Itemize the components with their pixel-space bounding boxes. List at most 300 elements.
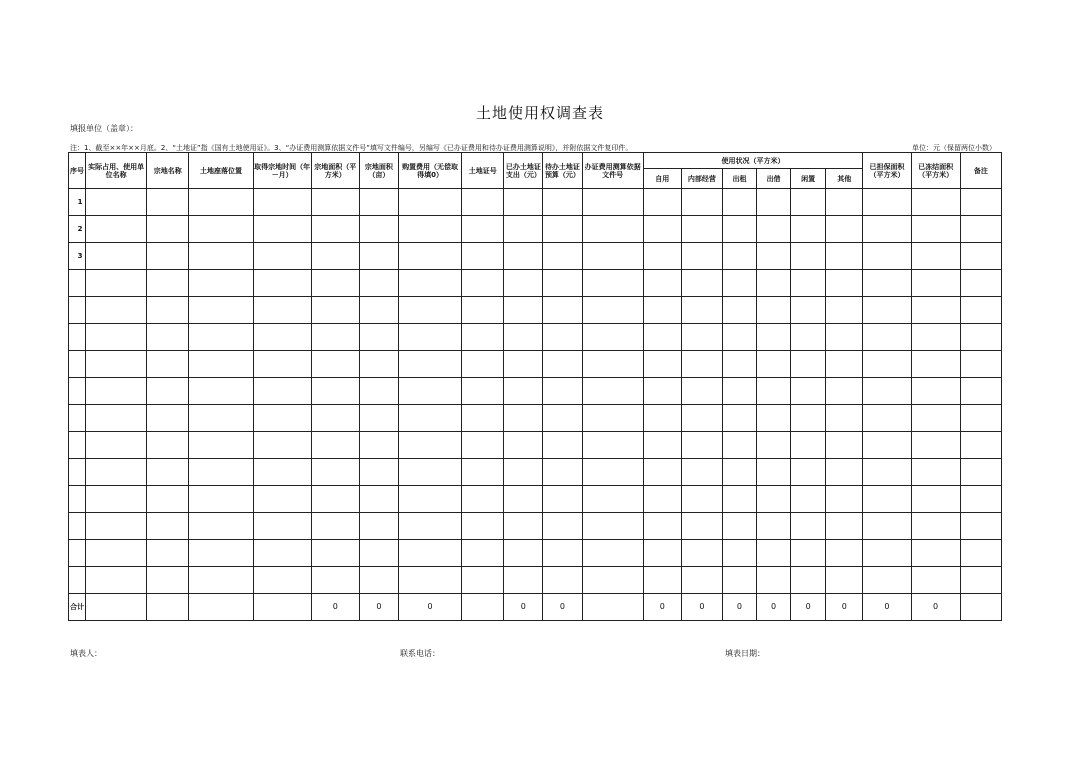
table-cell[interactable] [722,216,756,243]
table-cell[interactable] [582,405,643,432]
table-cell[interactable] [462,189,504,216]
table-cell[interactable] [863,270,911,297]
table-cell[interactable] [147,405,189,432]
table-cell[interactable] [253,432,311,459]
table-cell[interactable] [189,189,253,216]
table-cell[interactable] [911,243,960,270]
table-cell[interactable] [960,351,1001,378]
table-cell[interactable] [863,243,911,270]
table-cell[interactable] [189,540,253,567]
table-cell[interactable] [960,297,1001,324]
total-pending-cert[interactable]: 0 [543,594,582,621]
table-cell[interactable] [147,432,189,459]
table-cell[interactable] [911,378,960,405]
table-cell[interactable] [543,270,582,297]
table-cell[interactable] [863,567,911,594]
table-cell[interactable] [253,378,311,405]
table-cell[interactable] [960,189,1001,216]
table-cell[interactable] [643,513,681,540]
table-cell[interactable] [189,324,253,351]
table-cell[interactable] [543,459,582,486]
table-cell[interactable] [643,189,681,216]
table-cell[interactable] [911,459,960,486]
table-cell[interactable] [911,432,960,459]
table-cell[interactable] [826,567,863,594]
table-cell[interactable] [253,351,311,378]
table-cell[interactable] [86,351,147,378]
table-cell[interactable] [359,324,398,351]
table-cell[interactable] [504,189,543,216]
table-cell[interactable] [826,513,863,540]
table-cell[interactable] [504,540,543,567]
table-cell[interactable] [189,378,253,405]
table-cell[interactable] [504,216,543,243]
table-cell[interactable] [462,378,504,405]
table-cell[interactable] [722,405,756,432]
table-cell[interactable] [643,486,681,513]
total-usage-lend[interactable]: 0 [757,594,791,621]
table-cell[interactable] [462,567,504,594]
table-cell[interactable] [960,513,1001,540]
table-cell[interactable] [311,243,359,270]
table-cell[interactable] [643,243,681,270]
table-cell[interactable] [147,243,189,270]
table-cell[interactable] [722,270,756,297]
table-cell[interactable] [253,324,311,351]
table-cell[interactable] [253,513,311,540]
table-cell[interactable] [189,270,253,297]
table-cell[interactable] [311,486,359,513]
table-cell[interactable] [960,270,1001,297]
table-cell[interactable] [86,270,147,297]
table-cell[interactable] [722,324,756,351]
table-cell[interactable] [681,216,722,243]
total-cell[interactable] [189,594,253,621]
table-cell[interactable] [147,378,189,405]
table-cell[interactable] [398,378,461,405]
table-cell[interactable] [462,540,504,567]
table-cell[interactable] [398,243,461,270]
table-cell[interactable] [311,405,359,432]
table-cell[interactable] [504,297,543,324]
table-cell[interactable] [543,243,582,270]
table-cell[interactable] [757,189,791,216]
table-cell[interactable] [359,486,398,513]
table-cell[interactable] [147,486,189,513]
table-cell[interactable] [504,486,543,513]
table-cell[interactable] [462,432,504,459]
table-cell[interactable] [504,432,543,459]
table-cell[interactable] [359,243,398,270]
table-cell[interactable] [757,459,791,486]
table-cell[interactable] [722,513,756,540]
table-cell[interactable] [582,216,643,243]
table-cell[interactable] [189,486,253,513]
table-cell[interactable] [398,351,461,378]
table-cell[interactable] [757,270,791,297]
table-cell[interactable] [582,378,643,405]
table-cell[interactable] [359,297,398,324]
table-cell[interactable] [791,432,826,459]
total-cell[interactable] [462,594,504,621]
table-cell[interactable] [681,540,722,567]
table-cell[interactable] [543,405,582,432]
table-cell[interactable] [681,378,722,405]
table-cell[interactable] [791,459,826,486]
table-cell[interactable] [722,243,756,270]
table-cell[interactable] [398,486,461,513]
total-area-sqm[interactable]: 0 [311,594,359,621]
table-cell[interactable] [582,432,643,459]
table-cell[interactable] [398,270,461,297]
table-cell[interactable] [757,324,791,351]
table-cell[interactable] [960,432,1001,459]
table-cell[interactable] [911,189,960,216]
table-cell[interactable] [757,216,791,243]
table-cell[interactable] [681,459,722,486]
total-frozen[interactable]: 0 [911,594,960,621]
table-cell[interactable] [863,459,911,486]
table-cell[interactable] [398,216,461,243]
table-cell[interactable] [791,405,826,432]
table-cell[interactable] [359,270,398,297]
table-cell[interactable] [359,351,398,378]
table-cell[interactable] [863,405,911,432]
table-cell[interactable] [311,540,359,567]
table-cell[interactable] [86,405,147,432]
table-cell[interactable] [504,567,543,594]
table-cell[interactable] [189,432,253,459]
table-cell[interactable] [359,513,398,540]
table-cell[interactable] [311,216,359,243]
total-cell[interactable] [582,594,643,621]
table-cell[interactable] [863,189,911,216]
table-cell[interactable] [911,324,960,351]
table-cell[interactable] [582,243,643,270]
table-cell[interactable] [582,297,643,324]
table-cell[interactable] [826,189,863,216]
table-cell[interactable] [643,297,681,324]
table-cell[interactable] [960,243,1001,270]
table-cell[interactable] [681,513,722,540]
table-cell[interactable] [911,405,960,432]
table-cell[interactable] [960,324,1001,351]
table-cell[interactable] [681,432,722,459]
table-cell[interactable] [826,270,863,297]
table-cell[interactable] [311,513,359,540]
table-cell[interactable] [86,540,147,567]
table-cell[interactable] [757,432,791,459]
table-cell[interactable] [311,378,359,405]
table-cell[interactable] [791,351,826,378]
table-cell[interactable] [86,459,147,486]
table-cell[interactable] [359,189,398,216]
table-cell[interactable] [311,351,359,378]
table-cell[interactable] [791,513,826,540]
table-cell[interactable] [826,540,863,567]
table-cell[interactable] [863,351,911,378]
table-cell[interactable] [147,324,189,351]
table-cell[interactable] [543,324,582,351]
table-cell[interactable] [863,378,911,405]
table-cell[interactable] [911,486,960,513]
table-cell[interactable] [960,405,1001,432]
table-cell[interactable] [582,189,643,216]
table-cell[interactable] [311,189,359,216]
total-paid-cert[interactable]: 0 [504,594,543,621]
table-cell[interactable] [504,405,543,432]
table-cell[interactable] [253,243,311,270]
total-usage-internal[interactable]: 0 [681,594,722,621]
table-cell[interactable] [643,459,681,486]
table-cell[interactable] [253,540,311,567]
table-cell[interactable] [189,216,253,243]
table-cell[interactable] [757,540,791,567]
table-cell[interactable] [543,513,582,540]
table-cell[interactable] [643,567,681,594]
table-cell[interactable] [960,378,1001,405]
table-cell[interactable] [147,297,189,324]
table-cell[interactable] [582,486,643,513]
table-cell[interactable] [543,540,582,567]
table-cell[interactable] [960,486,1001,513]
table-cell[interactable] [681,486,722,513]
table-cell[interactable] [462,297,504,324]
table-cell[interactable] [147,216,189,243]
table-cell[interactable] [863,432,911,459]
table-cell[interactable] [863,513,911,540]
table-cell[interactable] [863,324,911,351]
table-cell[interactable] [826,459,863,486]
table-cell[interactable] [681,297,722,324]
table-cell[interactable] [398,189,461,216]
table-cell[interactable] [86,216,147,243]
table-cell[interactable] [189,351,253,378]
table-cell[interactable] [311,297,359,324]
table-cell[interactable] [504,270,543,297]
table-cell[interactable] [911,216,960,243]
table-cell[interactable] [462,459,504,486]
table-cell[interactable] [253,189,311,216]
table-cell[interactable] [147,513,189,540]
table-cell[interactable] [504,513,543,540]
table-cell[interactable] [543,432,582,459]
table-cell[interactable] [462,513,504,540]
table-cell[interactable] [826,378,863,405]
table-cell[interactable] [722,432,756,459]
table-cell[interactable] [86,378,147,405]
total-mortgaged[interactable]: 0 [863,594,911,621]
table-cell[interactable] [722,459,756,486]
table-cell[interactable] [398,567,461,594]
table-cell[interactable] [504,324,543,351]
table-cell[interactable] [311,459,359,486]
table-cell[interactable] [359,459,398,486]
table-cell[interactable] [253,297,311,324]
table-cell[interactable] [86,567,147,594]
table-cell[interactable] [359,405,398,432]
table-cell[interactable] [147,351,189,378]
table-cell[interactable] [253,270,311,297]
table-cell[interactable] [86,486,147,513]
table-cell[interactable] [757,351,791,378]
table-cell[interactable] [681,189,722,216]
table-cell[interactable] [311,567,359,594]
table-cell[interactable] [757,513,791,540]
table-cell[interactable] [681,324,722,351]
table-cell[interactable] [722,540,756,567]
table-cell[interactable] [863,297,911,324]
table-cell[interactable] [147,459,189,486]
table-cell[interactable] [398,459,461,486]
table-cell[interactable] [757,378,791,405]
table-cell[interactable] [643,270,681,297]
table-cell[interactable] [147,540,189,567]
table-cell[interactable] [189,405,253,432]
table-cell[interactable] [960,459,1001,486]
table-cell[interactable] [462,216,504,243]
table-cell[interactable] [189,513,253,540]
table-cell[interactable] [86,243,147,270]
table-cell[interactable] [911,351,960,378]
table-cell[interactable] [462,243,504,270]
table-cell[interactable] [504,351,543,378]
table-cell[interactable] [681,567,722,594]
table-cell[interactable] [543,567,582,594]
total-usage-other[interactable]: 0 [826,594,863,621]
table-cell[interactable] [791,540,826,567]
table-cell[interactable] [359,567,398,594]
table-cell[interactable] [757,297,791,324]
table-cell[interactable] [253,216,311,243]
table-cell[interactable] [543,351,582,378]
table-cell[interactable] [189,459,253,486]
table-cell[interactable] [504,243,543,270]
table-cell[interactable] [86,189,147,216]
table-cell[interactable] [86,324,147,351]
table-cell[interactable] [722,378,756,405]
table-cell[interactable] [253,567,311,594]
table-cell[interactable] [826,405,863,432]
table-cell[interactable] [791,567,826,594]
table-cell[interactable] [863,486,911,513]
table-cell[interactable] [398,432,461,459]
total-cell[interactable] [253,594,311,621]
table-cell[interactable] [253,486,311,513]
table-cell[interactable] [504,459,543,486]
table-cell[interactable] [643,405,681,432]
table-cell[interactable] [462,351,504,378]
table-cell[interactable] [359,432,398,459]
table-cell[interactable] [582,459,643,486]
table-cell[interactable] [253,405,311,432]
table-cell[interactable] [791,270,826,297]
table-cell[interactable] [462,324,504,351]
table-cell[interactable] [462,486,504,513]
table-cell[interactable] [543,297,582,324]
table-cell[interactable] [398,405,461,432]
table-cell[interactable] [826,351,863,378]
table-cell[interactable] [311,270,359,297]
table-cell[interactable] [757,405,791,432]
table-cell[interactable] [722,189,756,216]
table-cell[interactable] [791,324,826,351]
table-cell[interactable] [681,270,722,297]
table-cell[interactable] [582,513,643,540]
table-cell[interactable] [86,297,147,324]
table-cell[interactable] [311,432,359,459]
table-cell[interactable] [462,405,504,432]
table-cell[interactable] [791,189,826,216]
table-cell[interactable] [863,216,911,243]
table-cell[interactable] [543,189,582,216]
table-cell[interactable] [582,567,643,594]
table-cell[interactable] [757,486,791,513]
table-cell[interactable] [398,540,461,567]
table-cell[interactable] [722,486,756,513]
table-cell[interactable] [643,351,681,378]
table-cell[interactable] [86,432,147,459]
table-cell[interactable] [791,216,826,243]
table-cell[interactable] [911,270,960,297]
total-cell[interactable] [86,594,147,621]
total-usage-self[interactable]: 0 [643,594,681,621]
table-cell[interactable] [681,405,722,432]
table-cell[interactable] [147,189,189,216]
table-cell[interactable] [791,297,826,324]
table-cell[interactable] [359,216,398,243]
table-cell[interactable] [681,351,722,378]
table-cell[interactable] [757,567,791,594]
table-cell[interactable] [398,297,461,324]
table-cell[interactable] [147,270,189,297]
total-usage-rent[interactable]: 0 [722,594,756,621]
table-cell[interactable] [826,324,863,351]
table-cell[interactable] [722,567,756,594]
table-cell[interactable] [960,540,1001,567]
table-cell[interactable] [826,243,863,270]
table-cell[interactable] [86,513,147,540]
table-cell[interactable] [504,378,543,405]
table-cell[interactable] [582,270,643,297]
table-cell[interactable] [757,243,791,270]
table-cell[interactable] [359,378,398,405]
table-cell[interactable] [643,432,681,459]
table-cell[interactable] [462,270,504,297]
table-cell[interactable] [643,378,681,405]
table-cell[interactable] [398,324,461,351]
table-cell[interactable] [911,297,960,324]
table-cell[interactable] [147,567,189,594]
table-cell[interactable] [826,486,863,513]
table-cell[interactable] [826,432,863,459]
table-cell[interactable] [722,351,756,378]
table-cell[interactable] [359,540,398,567]
table-cell[interactable] [722,297,756,324]
table-cell[interactable] [189,567,253,594]
table-cell[interactable] [643,540,681,567]
table-cell[interactable] [791,486,826,513]
table-cell[interactable] [791,243,826,270]
table-cell[interactable] [253,459,311,486]
table-cell[interactable] [189,297,253,324]
table-cell[interactable] [582,324,643,351]
total-usage-idle[interactable]: 0 [791,594,826,621]
table-cell[interactable] [863,540,911,567]
total-cell[interactable] [960,594,1001,621]
table-cell[interactable] [582,351,643,378]
table-cell[interactable] [791,378,826,405]
